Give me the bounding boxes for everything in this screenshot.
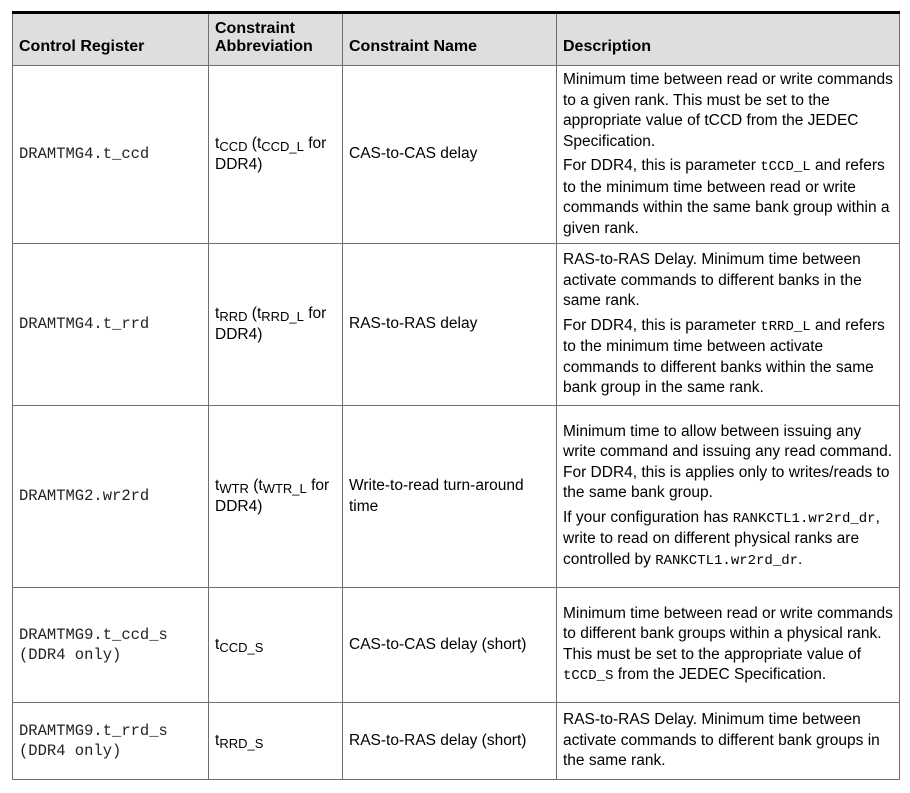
- header-constraint-abbreviation: [209, 13, 343, 66]
- register-cell: [13, 588, 209, 703]
- abbr-main-sub: WTR: [219, 481, 249, 496]
- abbr-alt-sub: RRD_L: [261, 309, 304, 324]
- desc-text: and refers to the minimum time between read or write commands within the same bank group within a given rank.: [563, 157, 890, 237]
- abbr-main: t: [215, 635, 220, 653]
- desc-code: RANKCTL1.wr2rd_dr: [732, 510, 876, 527]
- register-cell: [13, 244, 209, 406]
- register-name: DRAMTMG2.wr2rd: [19, 487, 150, 506]
- abbr-line2: DDR4): [215, 155, 263, 173]
- desc-text: from the JEDEC Specification.: [613, 666, 827, 683]
- abbr-main-sub: RRD: [219, 309, 248, 324]
- description-cell: [557, 66, 900, 244]
- description-para-1: RAS-to-RAS Delay. Minimum time between activate commands to different bank groups in the same rank.: [563, 711, 880, 770]
- abbr-paren-open: (t: [247, 135, 262, 152]
- desc-code: RANKCTL1.wr2rd_dr: [655, 552, 799, 569]
- table-row: [13, 703, 900, 780]
- constraint-name-cell: RAS-to-RAS delay (short): [343, 703, 557, 780]
- abbr-paren-open: (t: [247, 305, 262, 322]
- desc-code: tCCD_S: [563, 668, 614, 684]
- abbr-line2: DDR4): [215, 497, 263, 515]
- desc-code: tCCD_L: [760, 159, 811, 175]
- abbreviation-cell: [209, 66, 343, 244]
- constraint-name-cell: Write-to-read turn-around time: [343, 406, 557, 588]
- abbr-main: t: [215, 477, 220, 494]
- register-note: (DDR4 only): [19, 646, 122, 664]
- abbr-main-sub: CCD_S: [219, 639, 264, 655]
- abbr-paren-rest: for: [306, 477, 330, 494]
- abbr-paren-rest: for: [303, 135, 327, 152]
- table-row: [13, 66, 900, 244]
- constraint-name-cell: RAS-to-RAS delay: [343, 244, 557, 406]
- table-row: [13, 244, 900, 406]
- description-cell: [557, 588, 900, 703]
- description-cell: [557, 244, 900, 406]
- header-control-register: Control Register: [13, 13, 209, 66]
- register-name: DRAMTMG4.t_rrd: [19, 315, 150, 334]
- abbr-main: t: [215, 135, 220, 152]
- abbreviation-cell: [209, 244, 343, 406]
- abbr-alt-sub: WTR_L: [262, 481, 307, 496]
- desc-text: If your configuration has: [563, 508, 733, 526]
- register-cell: [13, 66, 209, 244]
- abbreviation-cell: [209, 588, 343, 703]
- desc-text: For DDR4, this is parameter: [563, 157, 761, 174]
- description-cell: [557, 406, 900, 588]
- abbr-main: t: [215, 305, 220, 322]
- desc-text: , write to read on different physical ranks are controlled by: [563, 508, 880, 568]
- abbr-main: t: [215, 731, 220, 749]
- constraint-name-cell: CAS-to-CAS delay (short): [343, 588, 557, 703]
- table-row: [13, 588, 900, 703]
- header-row: [13, 13, 900, 66]
- description-cell: [557, 703, 900, 780]
- desc-text: For DDR4, this is parameter: [563, 316, 761, 334]
- table-row: [13, 406, 900, 588]
- header-abbr-line1: Constraint: [215, 20, 295, 37]
- description-para-1: Minimum time between read or write commands to a given rank. This must be set to the appropriate value of tCCD from the JEDEC Specification.: [563, 71, 893, 150]
- description-para-2: [563, 316, 893, 399]
- register-cell: [13, 703, 209, 780]
- header-description: Description: [557, 13, 900, 66]
- desc-text: .: [798, 550, 803, 568]
- register-note: (DDR4 only): [19, 742, 122, 760]
- desc-text: Minimum time between read or write commands to different bank groups within a physical rank. This must be set to the appropriate value of: [563, 604, 893, 663]
- header-constraint-name: Constraint Name: [343, 13, 557, 66]
- description-para-1: [563, 604, 893, 687]
- description-para-2: [563, 156, 893, 239]
- register-cell: [13, 406, 209, 588]
- abbr-alt-sub: CCD_L: [261, 139, 304, 154]
- abbr-line2: DDR4): [215, 325, 263, 343]
- timing-constraints-table: [12, 11, 900, 780]
- description-para-1: Minimum time to allow between issuing any write command and issuing any read command. For DDR4, this is applies only to writes/reads to the same bank group.: [563, 422, 893, 502]
- abbr-paren-rest: for: [303, 305, 327, 322]
- desc-text: and refers to the minimum time between activate commands to different banks within the same bank group in the same rank.: [563, 316, 885, 397]
- register-name: DRAMTMG4.t_ccd: [19, 145, 150, 164]
- register-name: DRAMTMG9.t_rrd_s: [19, 721, 168, 740]
- abbr-main-sub: RRD_S: [219, 735, 264, 751]
- abbreviation-cell: [209, 406, 343, 588]
- desc-code: tRRD_L: [760, 318, 811, 335]
- description-para-1: RAS-to-RAS Delay. Minimum time between activate commands to different banks in the same rank.: [563, 251, 862, 310]
- abbreviation-cell: [209, 703, 343, 780]
- timing-constraints-table-wrapper: [12, 11, 900, 780]
- description-para-2: [563, 508, 893, 572]
- abbr-paren-open: (t: [248, 477, 263, 494]
- constraint-name-cell: CAS-to-CAS delay: [343, 66, 557, 244]
- header-abbr-line2: Abbreviation: [215, 38, 313, 55]
- register-name: DRAMTMG9.t_ccd_s: [19, 625, 168, 644]
- abbr-main-sub: CCD: [219, 139, 248, 154]
